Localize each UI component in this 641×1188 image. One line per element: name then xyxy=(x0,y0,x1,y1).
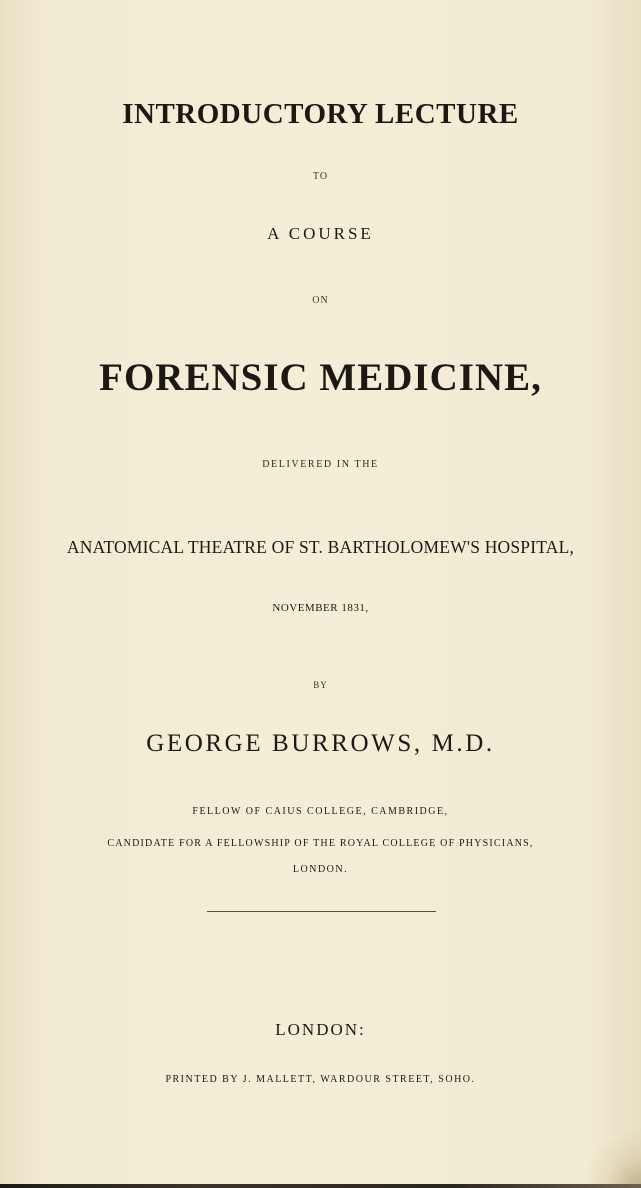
subject-heading: FORENSIC MEDICINE, xyxy=(99,356,542,399)
corner-stain xyxy=(581,1128,641,1188)
lecture-title: INTRODUCTORY LECTURE xyxy=(122,98,519,130)
date-line: NOVEMBER 1831, xyxy=(272,602,369,614)
delivered-line: DELIVERED IN THE xyxy=(262,459,379,470)
divider-rule xyxy=(207,911,436,912)
author-credential-candidate: CANDIDATE FOR A FELLOWSHIP OF THE ROYAL COLLEGE OF PHYSICIANS, xyxy=(107,838,534,849)
imprint-printer: PRINTED BY J. MALLETT, WARDOUR STREET, SOHO. xyxy=(165,1074,476,1085)
author-credential-fellow: FELLOW OF CAIUS COLLEGE, CAMBRIDGE, xyxy=(192,806,449,817)
connector-by: BY xyxy=(313,680,328,690)
venue-line: ANATOMICAL THEATRE OF ST. BARTHOLOMEW'S HOSPITAL, xyxy=(66,537,575,557)
author-credential-city: LONDON. xyxy=(292,864,349,875)
course-heading: A COURSE xyxy=(267,224,374,243)
connector-on: ON xyxy=(312,295,329,306)
imprint-city: LONDON: xyxy=(275,1020,366,1039)
author-name: GEORGE BURROWS, M.D. xyxy=(146,730,495,757)
connector-to: TO xyxy=(312,171,329,182)
page-bottom-edge xyxy=(0,1184,641,1188)
